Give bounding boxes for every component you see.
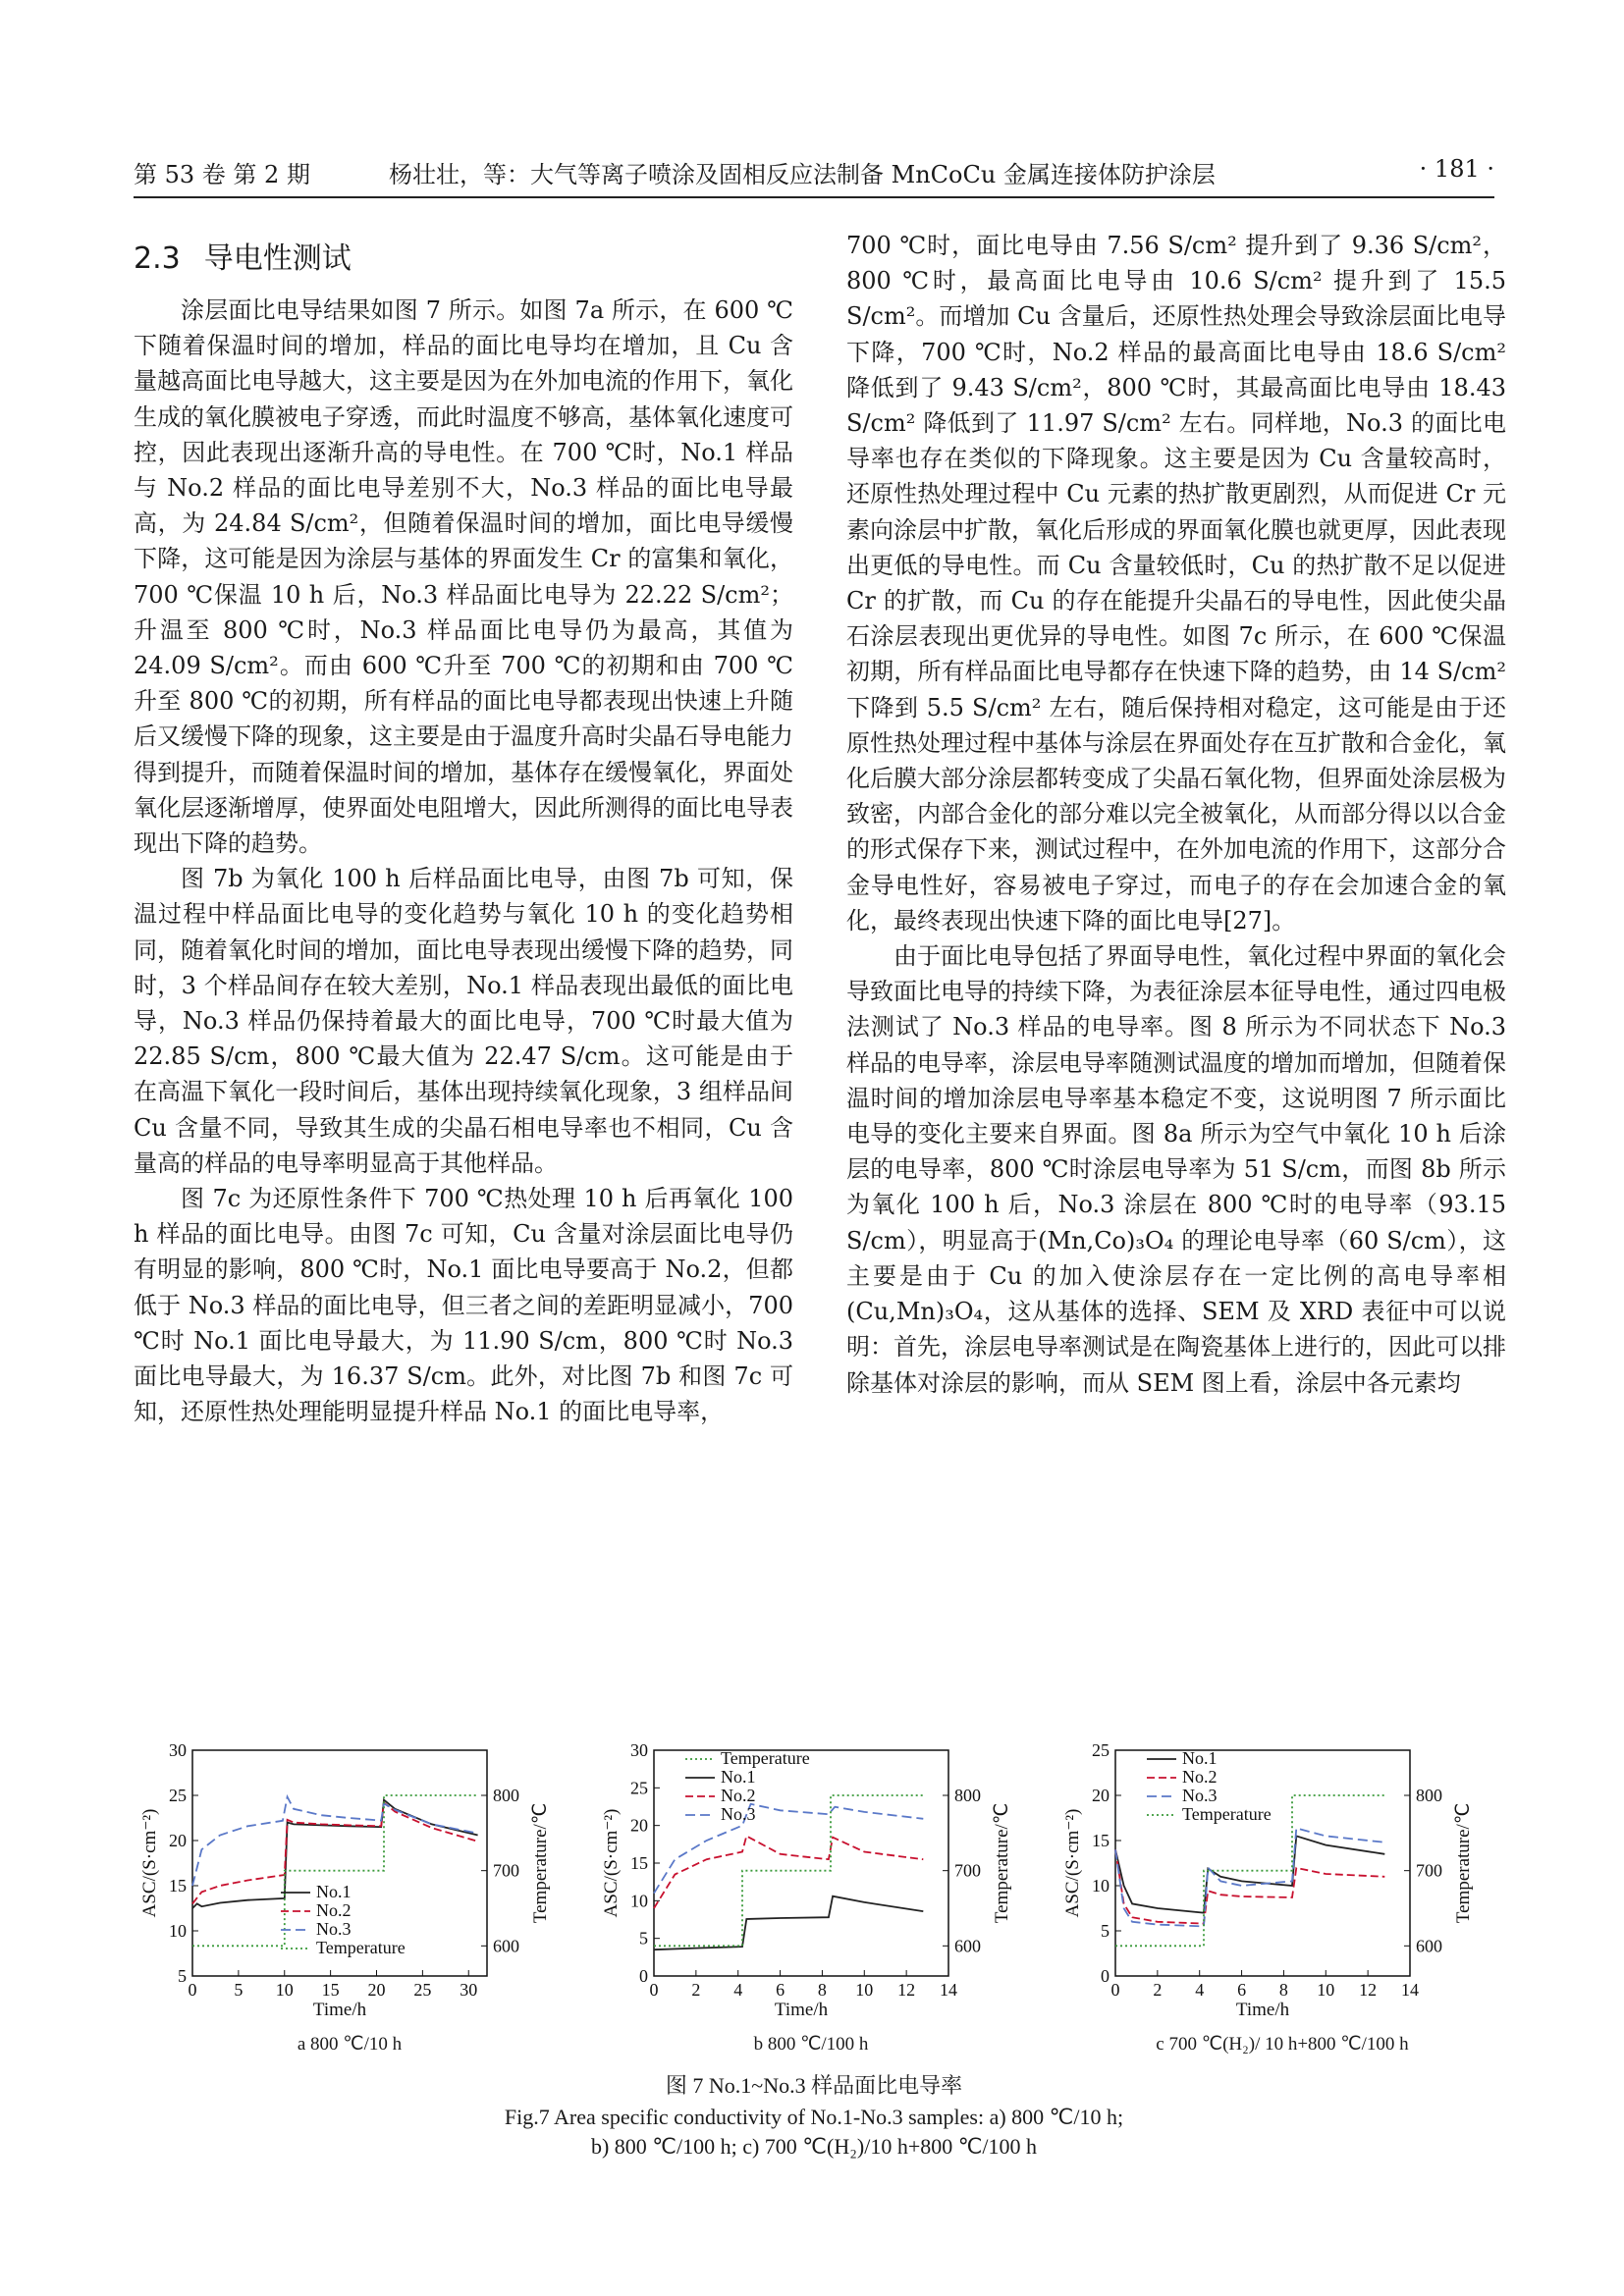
y-axis-label: ASC/(S·cm⁻²) <box>601 1808 622 1918</box>
section-heading <box>134 238 793 281</box>
y2-tick-label: 800 <box>954 1786 981 1805</box>
y-tick-label: 10 <box>630 1891 648 1911</box>
x-axis-label: Time/h <box>312 2000 367 2020</box>
x-tick-label: 14 <box>940 1980 957 2000</box>
y-tick-label: 30 <box>630 1740 648 1760</box>
x-tick-label: 0 <box>188 1980 197 2000</box>
header-rule <box>134 196 1494 198</box>
series-line-no3 <box>654 1804 923 1894</box>
section-number: 2.3 <box>134 241 181 276</box>
y2-axis-label: Temperature/℃ <box>530 1802 551 1924</box>
x-tick-label: 10 <box>855 1980 874 2000</box>
y2-tick-label: 800 <box>493 1786 519 1805</box>
legend-label: No.2 <box>721 1786 756 1805</box>
y-tick-label: 15 <box>1092 1831 1110 1850</box>
x-tick-label: 8 <box>1278 1980 1288 2000</box>
x-tick-label: 15 <box>321 1980 340 2000</box>
y-tick-label: 5 <box>178 1966 187 1986</box>
y2-tick-label: 600 <box>493 1936 519 1956</box>
paragraph: 图 7b 为氧化 100 h 后样品面比电导，由图 7b 可知，保温过程中样品面比电导的变化趋势与氧化 10 h 的变化趋势相同，随着氧化时间的增加，面比电导表现出缓慢下降的趋势，同时，3 个样品间存在较大差别，No.1 样品表现出最低的面比电导，No.3 样品仍保持着最大的面比电导，700 ℃时最大值为 22.85 S/cm，800 ℃最大值为 22.47 S/cm。这可能是由于在高温下氧化一段时间后，基体出现持续氧化现象，3 组样品间 Cu 含量不同，导致其生成的尖晶石相电导率也不相同，Cu 含量高的样品的电导率明显高于其他样品。 <box>134 865 793 1177</box>
y-tick-label: 15 <box>169 1876 187 1896</box>
legend-label: No.3 <box>316 1919 352 1939</box>
x-tick-label: 6 <box>776 1980 785 2000</box>
legend-label: Temperature <box>316 1938 406 1957</box>
section-title: 导电性测试 <box>203 241 352 276</box>
running-header <box>134 155 1494 190</box>
x-axis-label: Time/h <box>1235 2000 1290 2020</box>
y2-axis-label: Temperature/℃ <box>992 1802 1012 1924</box>
legend-label: No.1 <box>316 1882 352 1901</box>
y-tick-label: 25 <box>1092 1740 1110 1760</box>
y-tick-label: 30 <box>169 1740 187 1760</box>
y2-axis-label: Temperature/℃ <box>1453 1802 1474 1924</box>
chart-c-svg <box>1056 1742 1489 2027</box>
y-tick-label: 20 <box>630 1815 648 1836</box>
y2-tick-label: 800 <box>1416 1786 1442 1805</box>
y-tick-label: 20 <box>169 1831 187 1850</box>
paragraph: 涂层面比电导结果如图 7 所示。如图 7a 所示，在 600 ℃下随着保温时间的增加，样品的面比电导均在增加，且 Cu 含量越高面比电导越大，这主要是因为在外加电流的作用下，氧化生成的氧化膜被电子穿透，而此时温度不够高，基体氧化速度可控，因此表现出逐渐升高的导电性。在 700 ℃时，No.1 样品与 No.2 样品的面比电导差别不大，No.3 样品的面比电导最高，为 24.84 S/cm²，但随着保温时间的增加，面比电导缓慢下降，这可能是因为涂层与基体的界面发生 Cr 的富集和氧化，700 ℃保温 10 h 后，No.3 样品面比电导为 22.22 S/cm²；升温至 800 ℃时，No.3 样品面比电导仍为最高，其值为 24.09 S/cm²。而由 600 ℃升至 700 ℃的初期和由 700 ℃升至 800 ℃的初期，所有样品的面比电导都表现出快速上升随后又缓慢下降的现象，这主要是由于温度升高时尖晶石导电能力得到提升，而随着保温时间的增加，基体存在缓慢氧化，界面处氧化层逐渐增厚，使界面处电阻增大，因此所测得的面比电导表现出下降的趋势。 <box>134 296 793 858</box>
running-title: 杨壮壮，等：大气等离子喷涂及固相反应法制备 MnCoCu 金属连接体防护涂层 <box>389 161 1216 188</box>
subcaption-a: a 800 ℃/10 h <box>297 2034 403 2055</box>
legend-label: No.2 <box>1182 1767 1218 1787</box>
y2-tick-label: 600 <box>1416 1936 1442 1956</box>
x-tick-label: 30 <box>460 1980 478 2000</box>
x-tick-label: 14 <box>1401 1980 1419 2000</box>
paragraph: 由于面比电导包括了界面导电性，氧化过程中界面的氧化会导致面比电导的持续下降，为表征涂层本征导电性，通过四电极法测试了 No.3 样品的电导率。图 8 所示为不同状态下 No.3 样品的电导率，涂层电导率随测试温度的增加而增加，但随着保温时间的增加涂层电导率基本稳定不变，这说明图 7 所示面比电导的变化主要来自界面。图 8a 所示为空气中氧化 10 h 后涂层的电导率，800 ℃时涂层电导率为 51 S/cm，而图 8b 所示为氧化 100 h 后，No.3 涂层在 800 ℃时的电导率（93.15 S/cm），明显高于(Mn,Co)₃O₄ 的理论电导率（60 S/cm），这主要是由于 Cu 的加入使涂层存在一定比例的高电导率相(Cu,Mn)₃O₄，这从基体的选择、SEM 及 XRD 表征中可以说明：首先，涂层电导率测试是在陶瓷基体上进行的，因此可以排除基体对涂层的影响，而从 SEM 图上看，涂层中各元素均 <box>846 942 1506 1397</box>
y-tick-label: 15 <box>630 1853 648 1873</box>
legend-label: No.3 <box>1182 1786 1218 1805</box>
x-tick-label: 25 <box>413 1980 432 2000</box>
left-column <box>134 228 793 1430</box>
series-line-no1 <box>654 1896 923 1950</box>
figure-7 <box>134 1742 1494 2066</box>
paragraph: 700 ℃时，面比电导由 7.56 S/cm² 提升到了 9.36 S/cm²，800 ℃时，最高面比电导由 10.6 S/cm² 提升到了 15.5 S/cm²。而增加 Cu 含量后，还原性热处理会导致涂层面比电导下降，700 ℃时，No.2 样品的最高面比电导由 18.6 S/cm² 降低到了 9.43 S/cm²，800 ℃时，其最高面比电导由 18.43 S/cm² 降低到了 11.97 S/cm² 左右。同样地，No.3 的面比电导率也存在类似的下降现象。这主要是因为 Cu 含量较高时，还原性热处理过程中 Cu 元素的热扩散更剧烈，从而促进 Cr 元素向涂层中扩散，氧化后形成的界面氧化膜也就更厚，因此表现出更低的导电性。而 Cu 含量较低时，Cu 的热扩散不足以促进 Cr 的扩散，而 Cu 的存在能提升尖晶石的导电性，因此使尖晶石涂层表现出更优异的导电性。如图 7c 所示，在 600 ℃保温初期，所有样品面比电导都存在快速下降的趋势，由 14 S/cm² 下降到 5.5 S/cm² 左右，随后保持相对稳定，这可能是由于还原性热处理过程中基体与涂层在界面处存在互扩散和合金化，氧化后膜大部分涂层都转变成了尖晶石氧化物，但界面处涂层极为致密，内部合金化的部分难以完全被氧化，从而部分得以以合金的形式保存下来，测试过程中，在外加电流的作用下，这部分合金导电性好，容易被电子穿过，而电子的存在会加速合金的氧化，最终表现出快速下降的面比电导[27]。 <box>846 232 1506 934</box>
y2-tick-label: 600 <box>954 1936 981 1956</box>
y-tick-label: 5 <box>639 1928 648 1949</box>
y2-tick-label: 700 <box>954 1860 981 1881</box>
y-tick-label: 0 <box>639 1966 648 1986</box>
series-line-no2 <box>1115 1849 1384 1923</box>
right-column <box>846 228 1506 1401</box>
y-axis-label: ASC/(S·cm⁻²) <box>139 1808 160 1918</box>
x-tick-label: 0 <box>649 1980 659 2000</box>
plot-frame <box>1115 1750 1410 1976</box>
x-tick-label: 20 <box>367 1980 386 2000</box>
legend-label: No.3 <box>721 1804 756 1824</box>
series-line-temperature <box>654 1795 923 1946</box>
series-line-no3 <box>1115 1828 1384 1926</box>
series-line-no3 <box>192 1797 478 1887</box>
x-tick-label: 8 <box>817 1980 827 2000</box>
x-tick-label: 12 <box>897 1980 916 2000</box>
y-axis-label: ASC/(S·cm⁻²) <box>1062 1808 1083 1918</box>
y-tick-label: 20 <box>1092 1786 1110 1805</box>
x-tick-label: 12 <box>1359 1980 1378 2000</box>
y2-tick-label: 700 <box>493 1860 519 1881</box>
y-tick-label: 10 <box>1092 1876 1110 1896</box>
chart-b-svg <box>595 1742 1027 2027</box>
figure-caption-en-1: Fig.7 Area specific conductivity of No.1-No.3 samples: a) 800 ℃/10 h; <box>504 2105 1124 2129</box>
x-tick-label: 0 <box>1110 1980 1120 2000</box>
subcaption-c: c 700 ℃(H₂)/ 10 h+800 ℃/100 h <box>1156 2034 1409 2055</box>
y-tick-label: 25 <box>630 1778 648 1798</box>
x-tick-label: 2 <box>1153 1980 1163 2000</box>
x-tick-label: 4 <box>1195 1980 1205 2000</box>
figure-caption-en-2: b) 800 ℃/100 h; c) 700 ℃(H₂)/10 h+800 ℃/100 h <box>590 2134 1038 2159</box>
chart-b <box>595 1742 1027 2031</box>
x-tick-label: 2 <box>691 1980 701 2000</box>
x-tick-label: 10 <box>275 1980 294 2000</box>
x-tick-label: 4 <box>733 1980 743 2000</box>
x-axis-label: Time/h <box>774 2000 829 2020</box>
x-tick-label: 5 <box>234 1980 244 2000</box>
series-line-no1 <box>1115 1836 1384 1912</box>
legend-label: Temperature <box>721 1748 810 1768</box>
chart-a <box>134 1742 566 2031</box>
legend-label: No.1 <box>721 1767 756 1787</box>
subcaption-b: b 800 ℃/100 h <box>753 2034 869 2055</box>
y2-tick-label: 700 <box>1416 1860 1442 1881</box>
chart-a-svg <box>134 1742 566 2027</box>
y-tick-label: 10 <box>169 1921 187 1941</box>
legend-label: Temperature <box>1182 1804 1272 1824</box>
chart-c <box>1056 1742 1489 2031</box>
volume-issue: 第 53 卷 第 2 期 <box>134 161 310 188</box>
y-tick-label: 0 <box>1101 1966 1110 1986</box>
figure-caption-cn: 图 7 No.1~No.3 样品面比电导率 <box>665 2073 963 2098</box>
page-number: · 181 · <box>1419 155 1494 183</box>
y-tick-label: 5 <box>1101 1921 1110 1941</box>
legend-label: No.1 <box>1182 1748 1218 1768</box>
x-tick-label: 6 <box>1237 1980 1247 2000</box>
x-tick-label: 10 <box>1317 1980 1335 2000</box>
legend-label: No.2 <box>316 1900 352 1920</box>
y-tick-label: 25 <box>169 1786 187 1805</box>
paragraph: 图 7c 为还原性条件下 700 ℃热处理 10 h 后再氧化 100 h 样品的面比电导。由图 7c 可知，Cu 含量对涂层面比电导仍有明显的影响，800 ℃时，No.1 面比电导要高于 No.2，但都低于 No.3 样品的面比电导，但三者之间的差距明显减小，700 ℃时 No.1 面比电导最大，为 11.90 S/cm，800 ℃时 No.3 面比电导最大，为 16.37 S/cm。此外，对比图 7b 和图 7c 可知，还原性热处理能明显提升样品 No.1 的面比电导率， <box>134 1185 793 1426</box>
